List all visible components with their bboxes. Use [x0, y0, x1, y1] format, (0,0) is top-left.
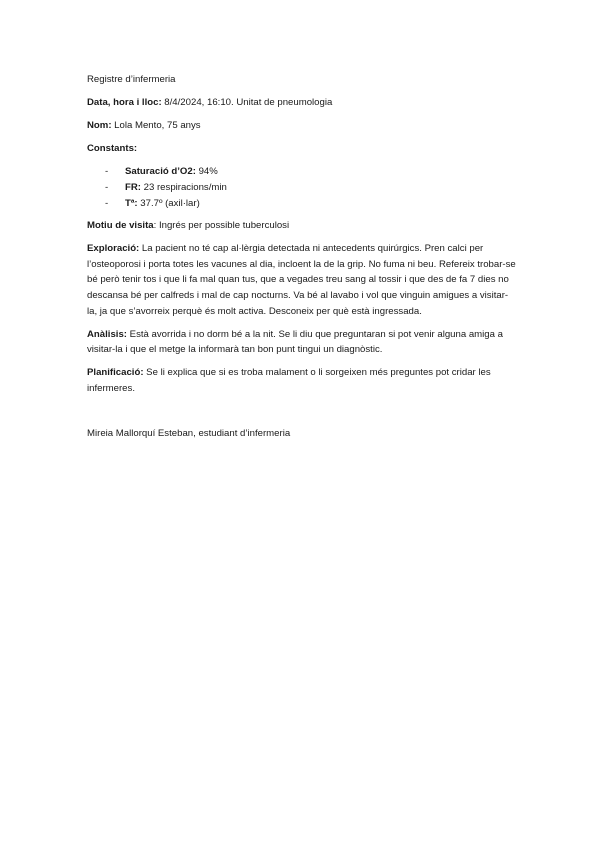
list-dash: - — [105, 197, 109, 209]
constant-value: 37.7º (axil·lar) — [137, 197, 200, 209]
document-title: Registre d’infermeria — [87, 74, 176, 85]
planning-paragraph — [87, 365, 517, 396]
date-line — [87, 95, 517, 111]
constant-item-saturation — [105, 164, 517, 180]
constant-value: 23 respiracions/min — [140, 181, 227, 193]
constant-item-fr — [105, 180, 517, 196]
list-dash: - — [105, 181, 109, 193]
constant-item-temperature — [105, 196, 517, 212]
signature: Mireia Mallorquí Esteban, estudiant d’infermeria — [87, 427, 291, 439]
exploration-paragraph — [87, 241, 517, 319]
planning-label: Planificació: — [87, 367, 144, 379]
motive-label: Motiu de visita — [87, 220, 154, 232]
name-line — [87, 118, 517, 134]
document-body — [87, 72, 517, 449]
constants-heading — [87, 141, 517, 157]
date-value: 8/4/2024, 16:10. Unitat de pneumologia — [161, 97, 333, 109]
constant-label: FR: — [125, 181, 141, 193]
constants-list — [87, 164, 517, 211]
constant-value: 94% — [195, 166, 218, 178]
exploration-label: Exploració: — [87, 243, 140, 255]
exploration-value: La pacient no té cap al·lèrgia detectada ni antecedents quirúrgics. Pren calci per l’osteoporosi i porta totes les vacunes al dia, incloent la de la grip. No fuma ni beu. Refereix trobar-se bé però tenir tos i que li fa mal quan tus, que a vegades treu sang al tossir i que des de fa 7 dies no descansa bé per calfreds i mal de cap nocturns. Va bé al lavabo i vol que vinguin amigues a visitar-la, ja que s’avorreix perquè és molt activa. Desconeix per què està ingressada. — [87, 243, 516, 317]
analysis-paragraph — [87, 327, 517, 358]
name-value: Lola Mento, 75 anys — [111, 120, 201, 132]
list-dash: - — [105, 166, 109, 178]
constant-label: Saturació d’O2: — [125, 166, 196, 178]
date-label: Data, hora i lloc: — [87, 97, 162, 109]
planning-value: Se li explica que si es troba malament o li sorgeixen més preguntes pot cridar les infermeres. — [87, 367, 491, 394]
analysis-value: Està avorrida i no dorm bé a la nit. Se li diu que preguntaran si pot venir alguna amiga a visitar-la i que el metge la informarà tan bon punt tingui un diagnòstic. — [87, 328, 503, 356]
constants-label: Constants: — [87, 143, 138, 155]
constant-label: Tª: — [125, 197, 138, 209]
motive-value: : Ingrés per possible tuberculosi — [153, 220, 290, 232]
motive-line — [87, 218, 517, 234]
name-label: Nom: — [87, 120, 112, 132]
analysis-label: Anàlisis: — [87, 328, 127, 340]
